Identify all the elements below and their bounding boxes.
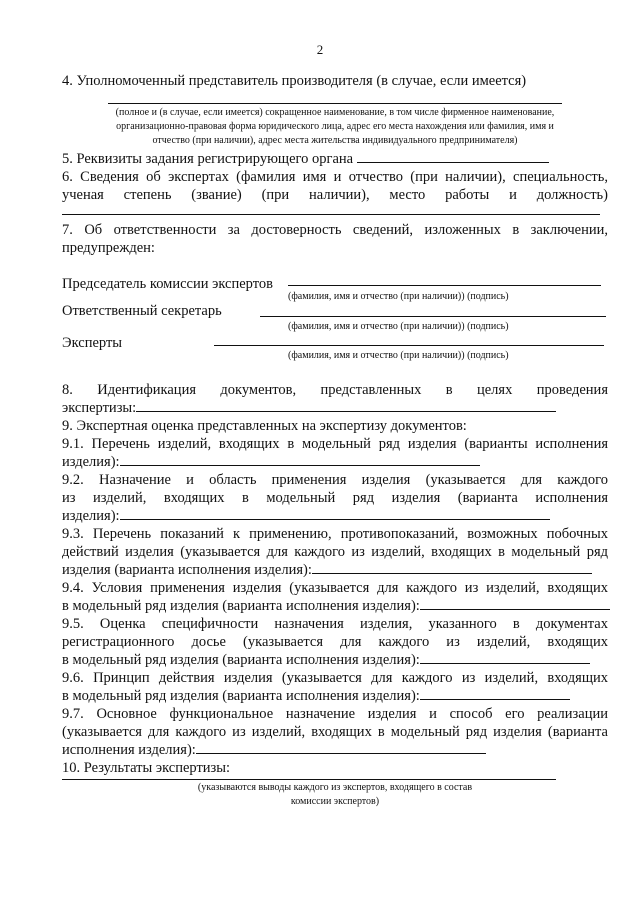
item-9-2-fill-line[interactable]	[120, 507, 550, 520]
secretary-signature-line[interactable]	[260, 316, 606, 317]
item-9-3-line-2: действий изделия (указывается для каждого из изделий, входящих в модельный ряд	[62, 544, 608, 560]
item-5-fill-line[interactable]	[357, 150, 549, 163]
item-6-fill-line[interactable]	[62, 214, 600, 215]
item-8-line-1: 8. Идентификация документов, представленных в целях проведения	[62, 382, 608, 398]
item-9-2-line-3	[62, 507, 550, 525]
chairman-label: Председатель комиссии экспертов	[62, 276, 273, 292]
item-6-line-1: 6. Сведения об экспертах (фамилия имя и отчество (при наличии), специальность,	[62, 169, 608, 185]
item-10-title: 10. Результаты экспертизы:	[62, 760, 231, 776]
item-8-line-2	[62, 399, 556, 417]
item-9-title: 9. Экспертная оценка представленных на экспертизу документов:	[62, 418, 467, 434]
item-6-line-2: ученая степень (звание) (при наличии), место работы и должность)	[62, 187, 608, 203]
item-9-7-line-1: 9.7. Основное функциональное назначение изделия и способ его реализации	[62, 706, 608, 722]
item-9-5-fill-line[interactable]	[420, 651, 590, 664]
item-4-note-1: (полное и (в случае, если имеется) сокращенное наименование, в том числе фирменное наименование,	[115, 107, 555, 118]
item-9-6-line-2	[62, 687, 570, 705]
item-9-3-text: изделия (варианта исполнения изделия):	[62, 562, 312, 578]
chairman-signature-line[interactable]	[288, 285, 601, 286]
item-4-fill-line[interactable]	[108, 103, 562, 104]
item-9-6-text: в модельный ряд изделия (варианта исполнения изделия):	[62, 688, 420, 704]
item-9-7-text: исполнения изделия):	[62, 742, 196, 758]
item-9-7-line-3	[62, 741, 486, 759]
item-9-4-line-1: 9.4. Условия применения изделия (указывается для каждого из изделий, входящих	[62, 580, 608, 596]
item-9-4-line-2	[62, 597, 610, 615]
item-9-6-line-1: 9.6. Принцип действия изделия (указывается для каждого из изделий, входящих	[62, 670, 608, 686]
item-4-note-2: организационно-правовая форма юридического лица, адрес его места нахождения или фамилия, имя и	[116, 121, 554, 132]
item-9-2-line-1: 9.2. Назначение и область применения изделия (указывается для каждого	[62, 472, 608, 488]
item-9-3-line-1: 9.3. Перечень показаний к применению, противопоказаний, возможных побочных	[62, 526, 608, 542]
item-9-1-line-1: 9.1. Перечень изделий, входящих в модельный ряд изделия (варианты исполнения	[62, 436, 608, 452]
item-9-3-fill-line[interactable]	[312, 561, 592, 574]
item-9-1-text: изделия):	[62, 454, 120, 470]
item-8-fill-line[interactable]	[136, 399, 556, 412]
item-9-6-fill-line[interactable]	[420, 687, 570, 700]
page-number: 2	[316, 42, 324, 57]
secretary-caption: (фамилия, имя и отчество (при наличии)) (подпись)	[288, 321, 509, 332]
item-10-note-2: комиссии экспертов)	[290, 796, 380, 807]
item-9-4-fill-line[interactable]	[420, 597, 610, 610]
item-9-5-text: в модельный ряд изделия (варианта исполнения изделия):	[62, 652, 420, 668]
item-10-note-1: (указываются выводы каждого из экспертов, входящего в состав	[197, 782, 473, 793]
item-9-7-fill-line[interactable]	[196, 741, 486, 754]
item-7-line-2: предупрежден:	[62, 240, 155, 256]
experts-label: Эксперты	[62, 335, 123, 351]
item-5-label	[62, 150, 549, 168]
item-9-2-line-2: из изделий, входящих в модельный ряд изделия (варианта исполнения	[62, 490, 608, 506]
experts-caption: (фамилия, имя и отчество (при наличии)) (подпись)	[288, 350, 509, 361]
item-9-1-line-2	[62, 453, 480, 471]
item-4-note-3: отчество (при наличии), адрес места жительства индивидуального предпринимателя)	[152, 135, 518, 146]
item-4-title: 4. Уполномоченный представитель производителя (в случае, если имеется)	[62, 73, 527, 89]
item-9-2-text: изделия):	[62, 508, 120, 524]
chairman-caption: (фамилия, имя и отчество (при наличии)) (подпись)	[288, 291, 509, 302]
item-7-line-1: 7. Об ответственности за достоверность сведений, изложенных в заключении,	[62, 222, 608, 238]
item-10-fill-line[interactable]	[62, 779, 556, 780]
item-9-3-line-3	[62, 561, 592, 579]
item-9-5-line-2: регистрационного досье (указывается для каждого из изделий, входящих	[62, 634, 608, 650]
item-8-text: экспертизы:	[62, 400, 137, 416]
item-9-7-line-2: (указывается для каждого из изделий, входящих в модельный ряд изделия (варианта	[62, 724, 608, 740]
item-5-text: 5. Реквизиты задания регистрирующего органа	[62, 151, 354, 167]
experts-signature-line[interactable]	[214, 345, 604, 346]
secretary-label: Ответственный секретарь	[62, 303, 222, 319]
item-9-5-line-3	[62, 651, 590, 669]
item-9-1-fill-line[interactable]	[120, 453, 480, 466]
item-9-5-line-1: 9.5. Оценка специфичности назначения изделия, указанного в документах	[62, 616, 608, 632]
item-9-4-text: в модельный ряд изделия (варианта исполнения изделия):	[62, 598, 420, 614]
